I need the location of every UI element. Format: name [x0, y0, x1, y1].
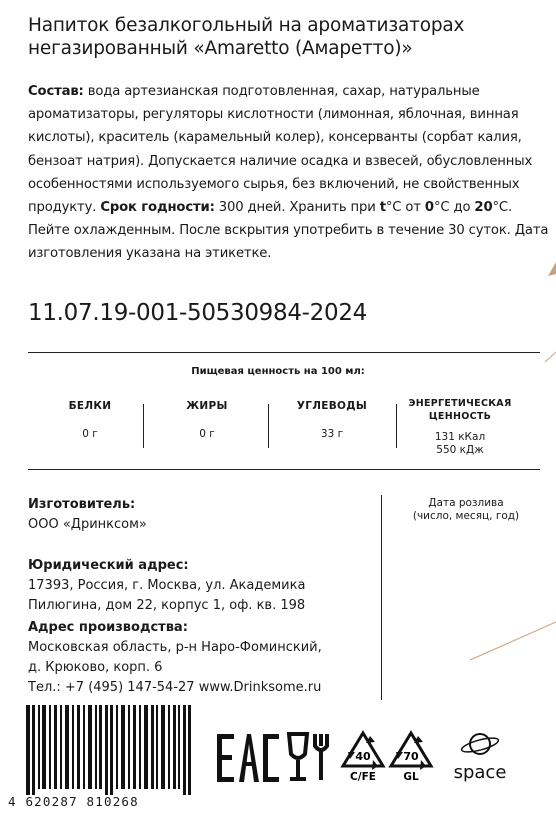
- nutrition-title: Пищевая ценность на 100 мл:: [191, 366, 365, 377]
- fat-label: ЖИРЫ: [186, 400, 228, 412]
- energy-kj: 550 кДж: [436, 444, 484, 456]
- manufacturer-block: [28, 495, 147, 535]
- storage-text-3: °С. Пейте охлажденным. После вскрытия употребить в течение 30 суток. Дата изготовления указана на этикетке.: [28, 200, 549, 262]
- legal-label: Юридический адрес:: [28, 558, 189, 573]
- carbs-label: УГЛЕВОДЫ: [296, 400, 368, 412]
- composition-label: Состав:: [28, 84, 84, 99]
- recycle-code-2: 70: [403, 750, 419, 763]
- decorative-lines: [380, 240, 556, 680]
- nutrition-divider-2: [268, 404, 269, 448]
- composition-text: [28, 80, 556, 266]
- carbs-value: 33 г: [320, 428, 344, 440]
- legal-address-block: [28, 556, 305, 616]
- recycle-label-1: C/FE: [350, 771, 376, 782]
- shelf-life-label: Срок годности:: [100, 200, 215, 216]
- production-label: Адрес производства:: [28, 620, 188, 635]
- bottling-date: [388, 497, 544, 523]
- composition-body: вода артезианская подготовленная, сахар, натуральные ароматизаторы, регуляторы кислотности (лимонная, яблочная, винная кислоты), краситель (карамельный колер), консерванты (сорбат калия, бензоат натрия). Допускается наличие осадка и взвесей, обусловленных особенностями используемого сырья, без включений, не свойственных продукту.: [28, 84, 533, 216]
- divider-top: [28, 352, 540, 353]
- eac-icon: [217, 734, 279, 782]
- protein-value: 0 г: [82, 428, 98, 440]
- manufacturer-name: ООО «Дринксом»: [28, 517, 147, 532]
- nutrition-energy: [400, 397, 520, 457]
- space-logo-icon: [440, 728, 520, 782]
- storage-text: °С от: [385, 200, 425, 216]
- storage-text-2: °С до: [433, 200, 475, 216]
- contacts: Тел.: +7 (495) 147-54-27 www.Drinksome.ru: [28, 680, 322, 695]
- brand-name: space: [453, 762, 507, 782]
- shelf-life-text: 300 дней. Хранить при: [214, 200, 380, 216]
- product-title: Напиток безалкогольный на ароматизаторах негазированный «Amaretto (Амаретто)»: [28, 15, 465, 59]
- standard-code: 11.07.19-001-50530984-2024: [28, 300, 368, 326]
- production-line-2: д. Крюково, корп. 6: [28, 660, 163, 675]
- recycle-label-2: GL: [403, 771, 419, 782]
- recycle-40-icon: [340, 730, 386, 782]
- legal-line-1: 17393, Россия, г. Москва, ул. Академика: [28, 578, 306, 593]
- recycle-70-icon: [388, 730, 434, 782]
- energy-label-1: ЭНЕРГЕТИЧЕСКАЯ: [408, 398, 512, 409]
- energy-kcal: 131 кКал: [434, 431, 486, 443]
- temp-symbol: t: [379, 200, 386, 216]
- bottling-line-2: (число, месяц, год): [412, 510, 520, 522]
- nutrition-fat: [167, 400, 247, 440]
- production-address-block: [28, 618, 322, 698]
- production-line-1: Московская область, р-н Наро-Фоминский,: [28, 640, 322, 655]
- temp-to: 20: [474, 200, 493, 216]
- energy-label-2: ЦЕННОСТЬ: [428, 411, 492, 422]
- nutrition-divider-1: [143, 404, 144, 448]
- protein-label: БЕЛКИ: [68, 400, 112, 412]
- barcode-image: [20, 705, 200, 795]
- temp-from: 0: [424, 200, 434, 216]
- recycle-code-1: 40: [355, 750, 371, 763]
- divider-bottom: [28, 469, 540, 470]
- food-contact-icon: [287, 732, 333, 782]
- fat-value: 0 г: [199, 428, 215, 440]
- nutrition-protein: [50, 400, 130, 440]
- barcode-number: 4 620287 810268: [8, 794, 139, 809]
- manufacturer-label: Изготовитель:: [28, 497, 136, 512]
- nutrition-carbs: [292, 400, 372, 440]
- legal-line-2: Пилюгина, дом 22, корпус 1, оф. кв. 198: [28, 598, 306, 613]
- bottling-line-1: Дата розлива: [428, 497, 504, 509]
- nutrition-divider-3: [396, 404, 397, 448]
- vertical-divider: [381, 495, 382, 700]
